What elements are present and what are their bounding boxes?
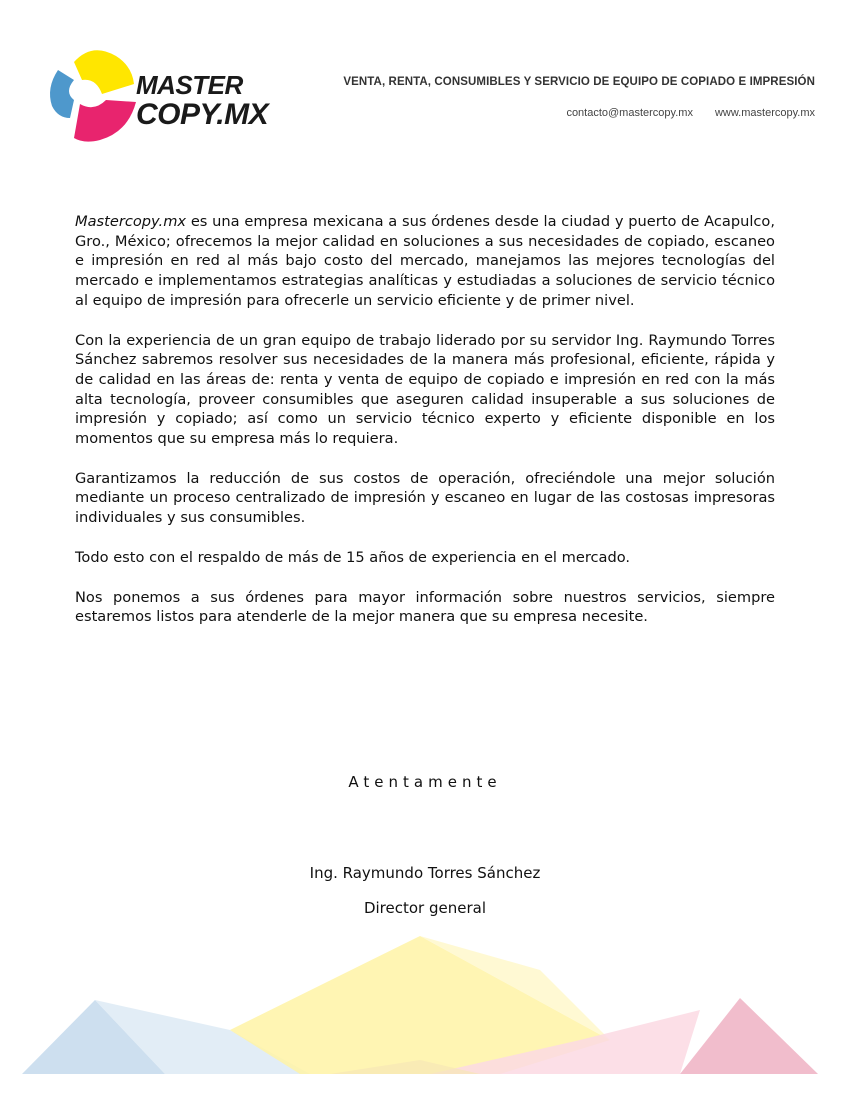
paragraph-offer: Nos ponemos a sus órdenes para mayor información sobre nuestros servicios, siempre estaremos listos para atenderle de la mejor manera que su empresa necesite.	[75, 588, 775, 626]
closing-salutation: Atentamente	[348, 773, 502, 791]
paragraph-intro-text: es una empresa mexicana a sus órdenes desde la ciudad y puerto de Acapulco, Gro., México; ofrecemos la mejor calidad en soluciones a sus necesidades de copiado, escaneo e impresión en red al más bajo costo del mercado, manejamos las mejores tecnologías del mercado e implementamos estrategias analíticas y estudiadas a soluciones de servicio técnico al equipo de impresión para ofrecerle un servicio eficiente y de primer nivel.	[75, 213, 775, 309]
brand-name	[136, 70, 268, 130]
paragraph-intro	[75, 212, 775, 311]
logo	[44, 40, 284, 150]
paragraph-experience: Con la experiencia de un gran equipo de trabajo liderado por su servidor Ing. Raymundo Torres Sánchez sabremos resolver sus necesidades de la manera más profesional, eficiente, rápida y de calidad en las áreas de: renta y venta de equipo de copiado e impresión en red con la más alta tecnología, proveer consumibles que aseguren calidad insuperable a sus soluciones de impresión y copiado; así como un servicio técnico experto y eficiente disponible en los momentos que su empresa más lo requiera.	[75, 331, 775, 448]
brand-line1: MASTER	[136, 70, 243, 100]
footer-decoration	[0, 930, 850, 1100]
signatory-name: Ing. Raymundo Torres Sánchez	[309, 864, 541, 882]
paragraph-savings: Garantizamos la reducción de sus costos de operación, ofreciéndole una mejor solución mediante un proceso centralizado de impresión y escaneo en lugar de las costosas impresoras individuales y sus consumibles.	[75, 469, 775, 527]
header-contact	[566, 107, 815, 119]
contact-email[interactable]: contacto@mastercopy.mx	[566, 107, 693, 119]
contact-website[interactable]: www.mastercopy.mx	[714, 107, 815, 119]
header-tagline: VENTA, RENTA, CONSUMIBLES Y SERVICIO DE EQUIPO DE COPIADO E IMPRESIÓN	[343, 76, 815, 88]
letter-body	[75, 212, 775, 647]
logo-mark-icon	[44, 40, 144, 150]
paragraph-backing: Todo esto con el respaldo de más de 15 años de experiencia en el mercado.	[75, 548, 631, 566]
company-name: Mastercopy.mx	[75, 213, 187, 230]
signatory-title: Director general	[363, 899, 487, 917]
brand-line2: COPY.MX	[136, 98, 269, 131]
